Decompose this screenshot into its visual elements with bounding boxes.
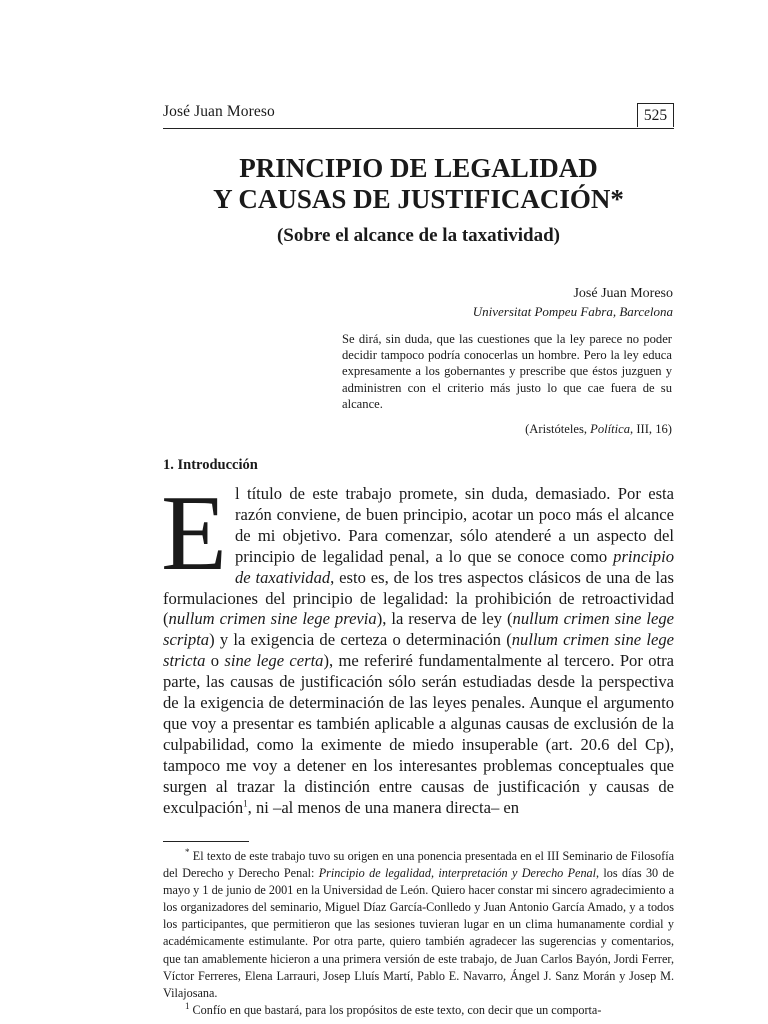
section-heading: 1. Introducción bbox=[163, 457, 258, 473]
footnote-star bbox=[163, 848, 674, 1002]
footnote-text: Confío en que bastará, para los propósitos de este texto, con decir que un comporta- bbox=[189, 1002, 602, 1017]
header-rule bbox=[163, 128, 674, 129]
article-title bbox=[163, 153, 674, 215]
footnotes bbox=[163, 848, 674, 1019]
epigraph-source bbox=[525, 422, 672, 437]
footnote-reference: 1 bbox=[243, 798, 248, 809]
epigraph-text: Se dirá, sin duda, que las cuestiones que la ley parece no poder decidir tampoco podría conocerlas un hombre. Pero la ley educa expresamente a los gobernantes y prescribe que éstos juzguen y administren con el criterio más justo lo que cae fuera de su alcance. bbox=[342, 332, 672, 411]
body-text-span: ), la reserva de ley ( bbox=[376, 609, 513, 629]
title-line-2: Y CAUSAS DE JUSTIFICACIÓN* bbox=[213, 184, 624, 214]
running-author: José Juan Moreso bbox=[163, 103, 275, 120]
epigraph bbox=[342, 331, 672, 412]
body-text-span: ) y la exigencia de certeza o determinación ( bbox=[209, 630, 512, 650]
drop-cap: E bbox=[161, 474, 227, 593]
author-affiliation: Universitat Pompeu Fabra, Barcelona bbox=[472, 304, 673, 319]
body-italic-span: nullum crimen sine lege scripta bbox=[163, 609, 674, 650]
body-text-span: , ni –al menos de una manera directa– en bbox=[247, 797, 520, 817]
author-name: José Juan Moreso bbox=[573, 286, 673, 301]
article-subtitle: (Sobre el alcance de la taxatividad) bbox=[276, 225, 561, 246]
body-italic-span: nullum crimen sine lege previa bbox=[168, 609, 377, 629]
body-italic-span: principio de taxatividad bbox=[234, 546, 674, 587]
body-text-span: ), me referiré fundamentalmente al tercero. Por otra parte, las causas de justificación sólo serán estudiadas desde la perspectiva de la exigencia de determinación de las leyes penales. Aunque el argumento que voy a presentar es también aplicable a algunas causas de exclusión de la culpabilidad, como la eximente de miedo insuperable (art. 20.6 del Cp), tampoco me voy a detener en los interesantes problemas conceptuales que surgen al trazar la distinción entre causas de justificación y causas de exculpación bbox=[163, 651, 675, 817]
footnote-text: El texto de este trabajo tuvo su origen en una ponencia presentada en el III Seminario de Filosofía del Derecho y Derecho Penal: bbox=[163, 849, 674, 881]
body-text-span: o bbox=[205, 651, 225, 671]
body-italic-span: nullum crimen sine lege stricta bbox=[163, 630, 674, 671]
body-paragraph bbox=[161, 474, 675, 819]
page-number: 525 bbox=[637, 103, 674, 127]
title-line-1: PRINCIPIO DE LEGALIDAD bbox=[239, 153, 598, 183]
body-italic-span: sine lege certa bbox=[224, 651, 324, 671]
body-text-span: , esto es, de los tres aspectos clásicos de una de las formulaciones del principio de legalidad: la prohibición de retroactividad ( bbox=[163, 567, 674, 629]
epigraph-source-work: Política bbox=[590, 422, 631, 436]
footnote-text: , los días 30 de mayo y 1 de junio de 2001 en la Universidad de León. Quiero hacer constar mi sincero agradecimiento a los organizadores del seminario, Miguel Díaz García-Conlledo y Juan Antonio García Amado, y a todos los participantes, que permitieron que las sesiones tuvieran lugar en un clima humanamente cordial y académicamente estimulante. Por otra parte, quiero también agradecer las sugerencias y comentarios, que tan amablemente hicieron a una primera versión de este trabajo, de Juan Carlos Bayón, Jordi Ferrer, Víctor Ferreres, Elena Larrauri, Josep Lluís Martí, Pablo E. Navarro, Ángel J. Sanz Morán y Josep M. Vilajosana. bbox=[163, 866, 674, 1000]
footnote-rule bbox=[163, 841, 249, 842]
footnote-star-mark: * bbox=[185, 846, 190, 857]
epigraph-source-suffix: , III, 16) bbox=[630, 422, 672, 436]
footnote-1 bbox=[163, 1002, 674, 1019]
footnote-1-mark: 1 bbox=[185, 1000, 190, 1011]
footnote-italic: Principio de legalidad, interpretación y Derecho Penal bbox=[318, 866, 597, 881]
body-text-span: l título de este trabajo promete, sin duda, demasiado. Por esta razón conviene, de buen principio, acotar un poco más el alcance de mi objetivo. Para comenzar, sólo atenderé a un aspecto del principio de legalidad penal, a lo que se conoce como bbox=[234, 484, 674, 566]
epigraph-source-prefix: (Aristóteles, bbox=[525, 422, 591, 436]
